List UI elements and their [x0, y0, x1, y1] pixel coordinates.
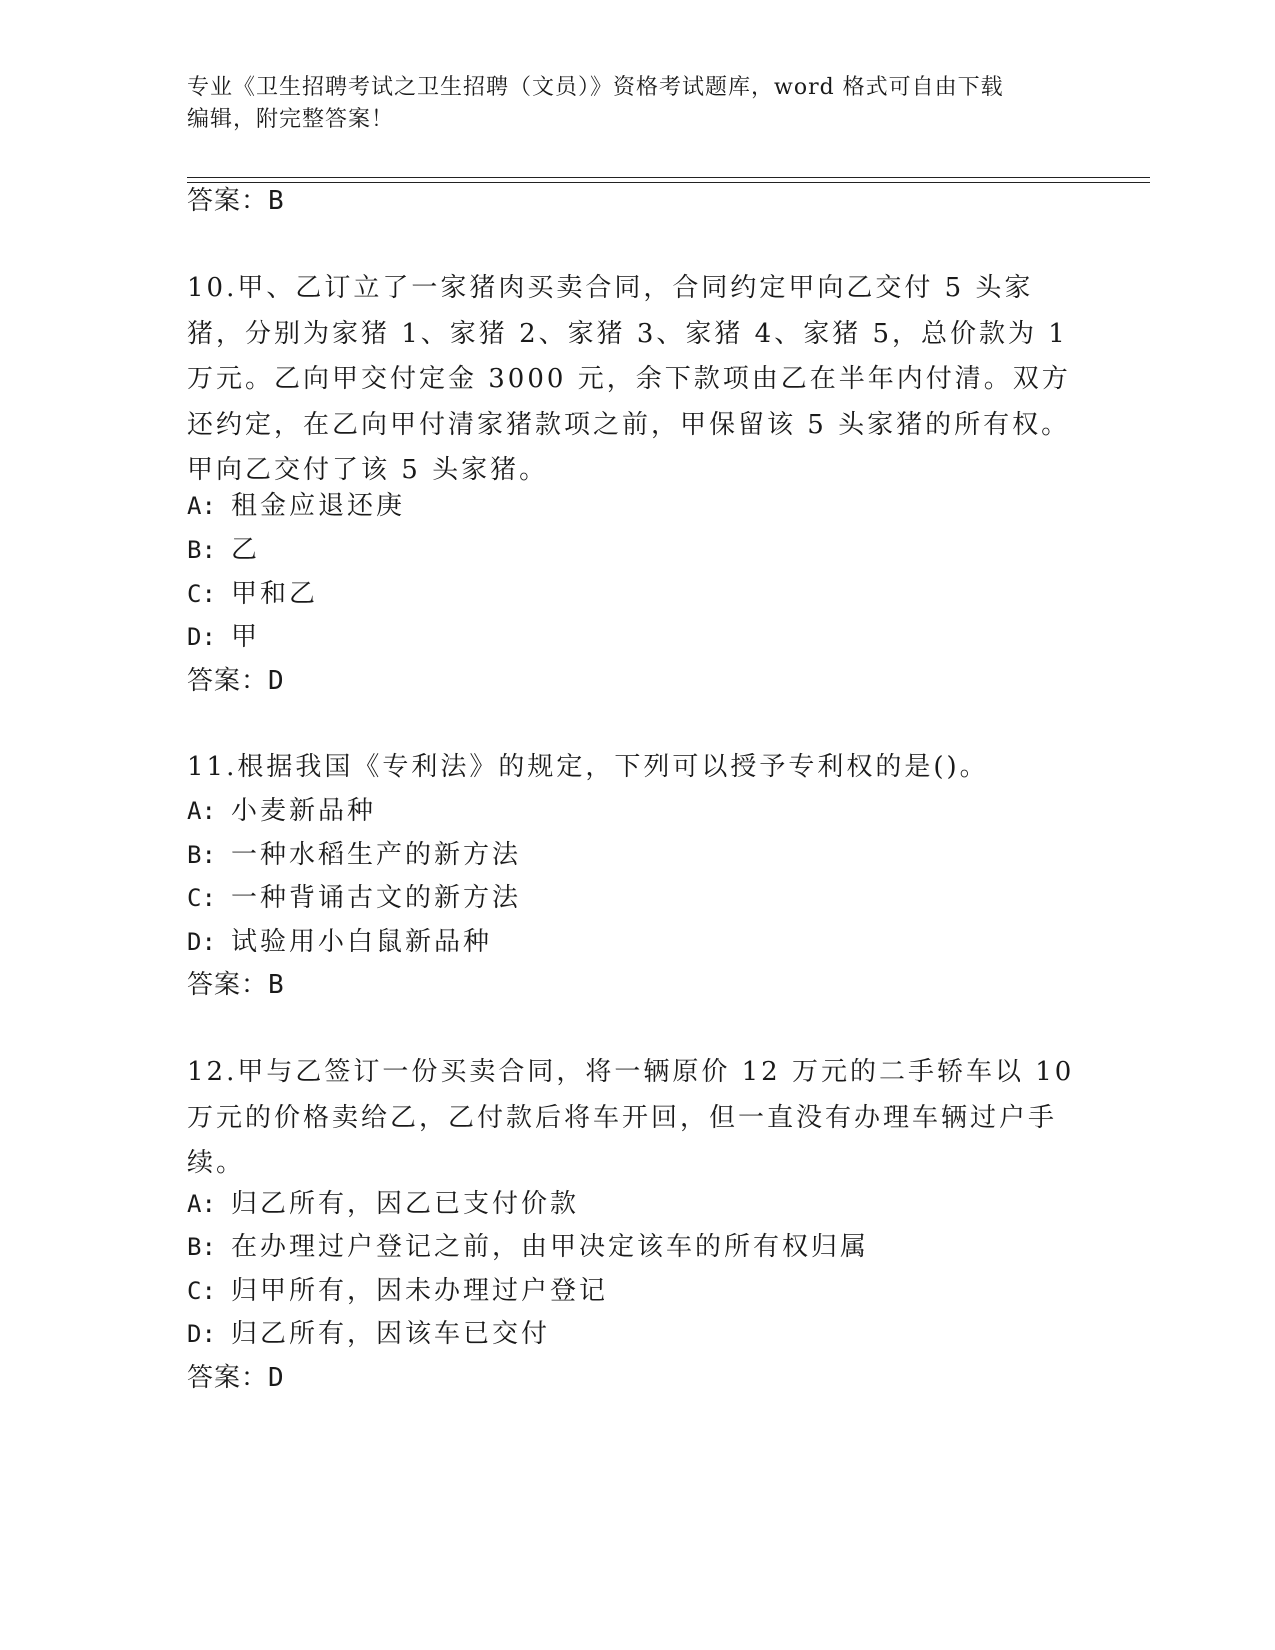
header-divider-bottom — [187, 182, 1150, 183]
question-12-stem: 12.甲与乙签订一份买卖合同，将一辆原价 12 万元的二手轿车以 10 万元的价格卖给乙，乙付款后将车开回，但一直没有办理车辆过户手续。 — [187, 1057, 1075, 1178]
option-text: 归甲所有，因未办理过户登记 — [231, 1276, 609, 1306]
option-text: 小麦新品种 — [231, 796, 377, 826]
option-c — [187, 577, 318, 611]
option-label: C: — [187, 1277, 216, 1305]
option-text: 试验用小白鼠新品种 — [231, 927, 493, 957]
option-text: 甲 — [231, 622, 261, 652]
option-text: 一种背诵古文的新方法 — [231, 883, 522, 913]
option-text: 归乙所有，因该车已交付 — [231, 1319, 551, 1349]
option-label: B: — [187, 536, 216, 564]
option-text: 甲和乙 — [231, 579, 319, 609]
option-d — [187, 1317, 550, 1351]
option-label: C: — [187, 580, 216, 608]
option-label: C: — [187, 884, 216, 912]
option-text: 租金应退还庚 — [231, 491, 406, 521]
option-label: B: — [187, 841, 216, 869]
option-label: A: — [187, 492, 216, 520]
question-10-stem: 10.甲、乙订立了一家猪肉买卖合同，合同约定甲向乙交付 5 头家猪，分别为家猪 1、家猪 2、家猪 3、家猪 4、家猪 5，总价款为 1 万元。乙向甲交付定金 3000 元，余下款项由乙在半年内付清。双方还约定，在乙向甲付清家猪款项之前，甲保留该 5 头家猪的所有权。甲向乙交付了该 5 头家猪。 — [187, 273, 1071, 485]
option-b — [187, 533, 260, 567]
option-text: 乙 — [231, 535, 261, 565]
option-d — [187, 620, 260, 654]
option-a — [187, 489, 405, 523]
answer-label: 答案：D — [187, 1363, 285, 1393]
option-label: D: — [187, 1320, 216, 1348]
document-header: 专业《卫生招聘考试之卫生招聘（文员）》资格考试题库，word 格式可自由下载 编辑，附完整答案！ — [187, 75, 1004, 132]
question-11-stem: 11.根据我国《专利法》的规定，下列可以授予专利权的是()。 — [187, 752, 989, 782]
option-text: 在办理过户登记之前，由甲决定该车的所有权归属 — [231, 1232, 870, 1262]
option-c — [187, 881, 521, 915]
option-label: D: — [187, 928, 216, 956]
option-b — [187, 1230, 869, 1264]
option-c — [187, 1274, 608, 1308]
answer-label: 答案：D — [187, 666, 285, 696]
option-text: 一种水稻生产的新方法 — [231, 840, 522, 870]
option-label: A: — [187, 797, 216, 825]
option-label: A: — [187, 1190, 216, 1218]
option-d — [187, 925, 492, 959]
answer-label: 答案：B — [187, 970, 285, 1000]
option-label: D: — [187, 623, 216, 651]
header-divider-top — [187, 177, 1150, 178]
answer-label: 答案：B — [187, 186, 285, 216]
option-text: 归乙所有，因乙已支付价款 — [231, 1189, 580, 1219]
option-a — [187, 1187, 579, 1221]
option-b — [187, 838, 521, 872]
option-label: B: — [187, 1233, 216, 1261]
option-a — [187, 794, 376, 828]
